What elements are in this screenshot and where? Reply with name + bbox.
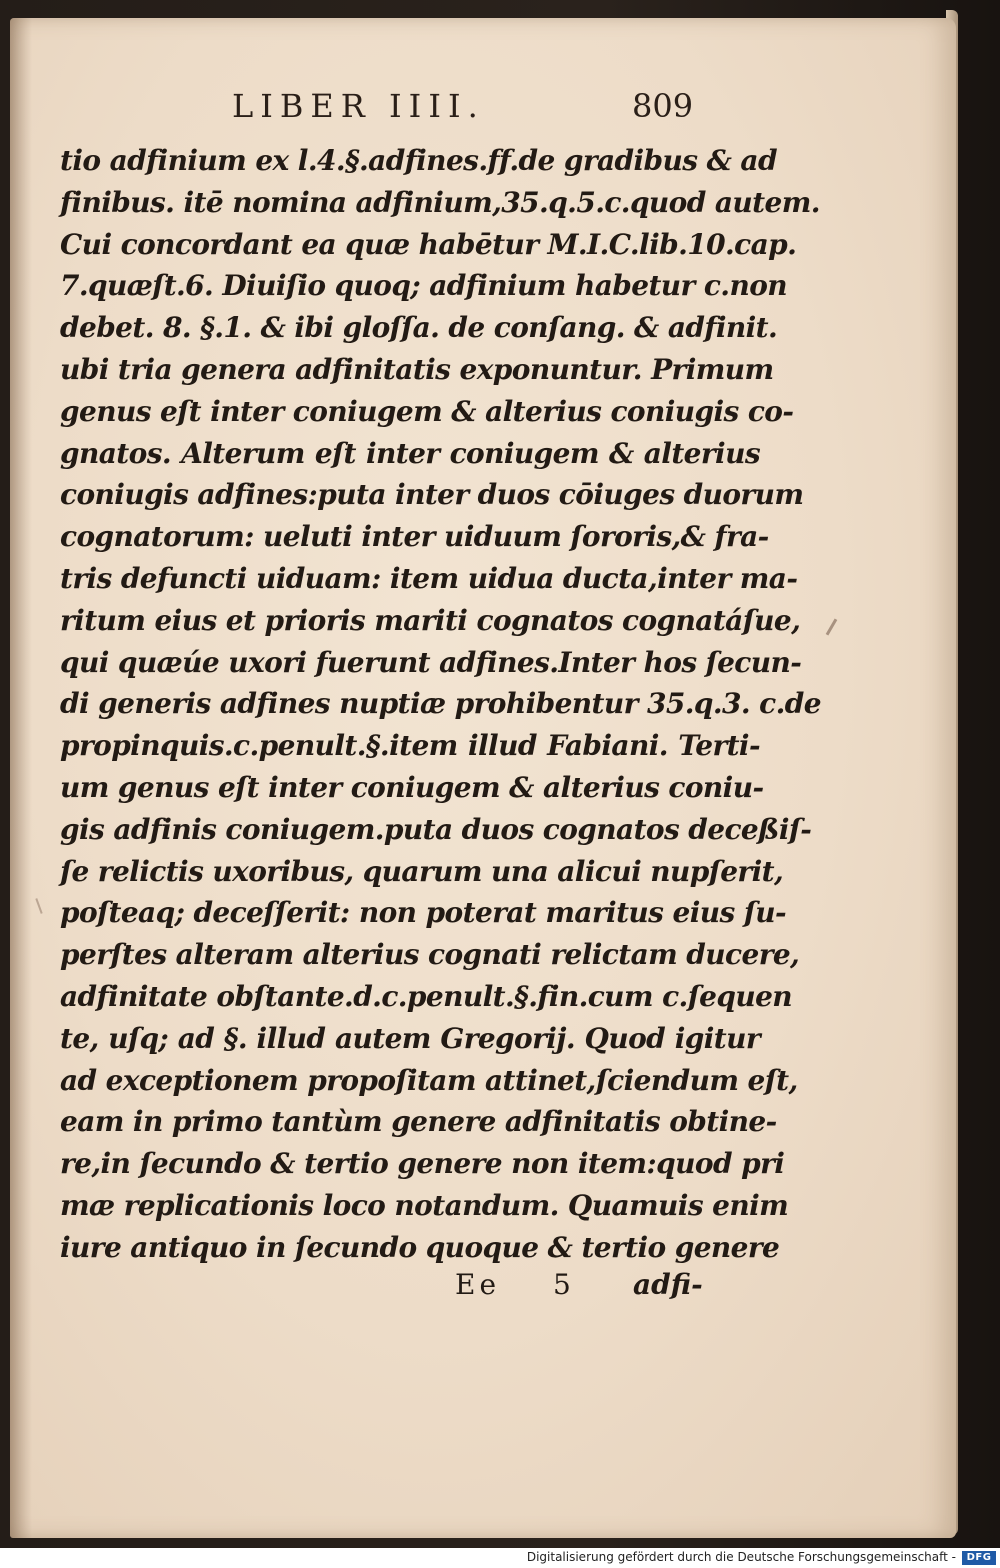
book-page [10,18,956,1538]
text-line: poſteaq; deceſſerit: non poterat maritus eius ſu- [60,896,787,930]
text-line: te, uſq; ad §. illud autem Gregorij. Quod igitur [60,1021,760,1055]
page-number: 809 [632,87,694,125]
text-line: di generis adfines nuptiæ prohibentur 35.q.3. c.de [60,687,821,721]
dfg-logo: DFG [962,1551,996,1565]
text-line: mæ replicationis loco notandum. Quamuis enim [60,1188,789,1222]
text-line: tio adfinium ex l.4.§.adfines.ff.de gradibus & ad [60,144,777,177]
text-line: Cui concordant ea quæ habētur M.I.C.lib.10.cap. [60,227,797,261]
text-line: ſe relictis uxoribus, quarum una alicui nupſerit, [60,854,784,888]
text-line: ad exceptionem propoſitam attinet,ſciendum eſt, [60,1063,798,1097]
text-line: eam in primo tantùm genere adfinitatis obtine- [60,1105,777,1139]
text-line: gnatos. Alterum eſt inter coniugem & alterius [60,436,760,470]
signature-mark: Ee [455,1268,501,1301]
text-line: tris defuncti uiduam: item uidua ducta,inter ma- [60,561,798,595]
catch-line [10,1266,956,1306]
text-line: debet. 8. §.1. & ibi gloſſa. de conſang. & adfinit. [60,311,778,345]
spine-shadow [10,18,32,1538]
text-line: iure antiquo in ſecundo quoque & tertio genere [60,1230,780,1264]
text-line: cognatorum: ueluti inter uiduum ſororis,& fra- [60,520,769,554]
footer-credit: Digitalisierung gefördert durch die Deutsche Forschungsgemeinschaft - [526,1550,956,1564]
running-header [10,83,956,133]
body-text [60,140,821,1269]
catchword: adfi- [633,1268,703,1301]
paper-blemish [826,618,838,635]
text-line: re,in ſecundo & tertio genere non item:quod pri [60,1147,785,1181]
text-line: adfinitate obſtante.d.c.penult.§.fin.cum c.ſequen [60,979,793,1013]
text-line: ubi tria genera adfinitatis exponuntur. Primum [60,352,774,386]
footer-bar [0,1548,1000,1568]
text-line: qui quæúe uxori fuerunt adfines.Inter hos ſecun- [60,645,802,679]
text-line: genus eſt inter coniugem & alterius coniugis co- [60,394,794,428]
text-line: gis adfinis coniugem.puta duos cognatos deceßiſ- [60,812,812,846]
text-line: 7.quæſt.6. Diuiſio quoq; adfinium habetur c.non [60,269,788,303]
paper-blemish [35,898,42,914]
text-line: perſtes alteram alterius cognati relictam ducere, [60,938,800,972]
signature-number: 5 [553,1268,571,1301]
text-line: coniugis adfines:puta inter duos cōiuges duorum [60,478,804,512]
text-line: um genus eſt inter coniugem & alterius coniu- [60,770,764,804]
running-title: LIBER IIII. [232,87,485,125]
text-line: finibus. itē nomina adfinium,35.q.5.c.quod autem. [60,185,820,219]
text-line: ritum eius et prioris mariti cognatos cognatáſue, [60,603,801,637]
text-line: propinquis.c.penult.§.item illud Fabiani. Terti- [60,729,760,763]
